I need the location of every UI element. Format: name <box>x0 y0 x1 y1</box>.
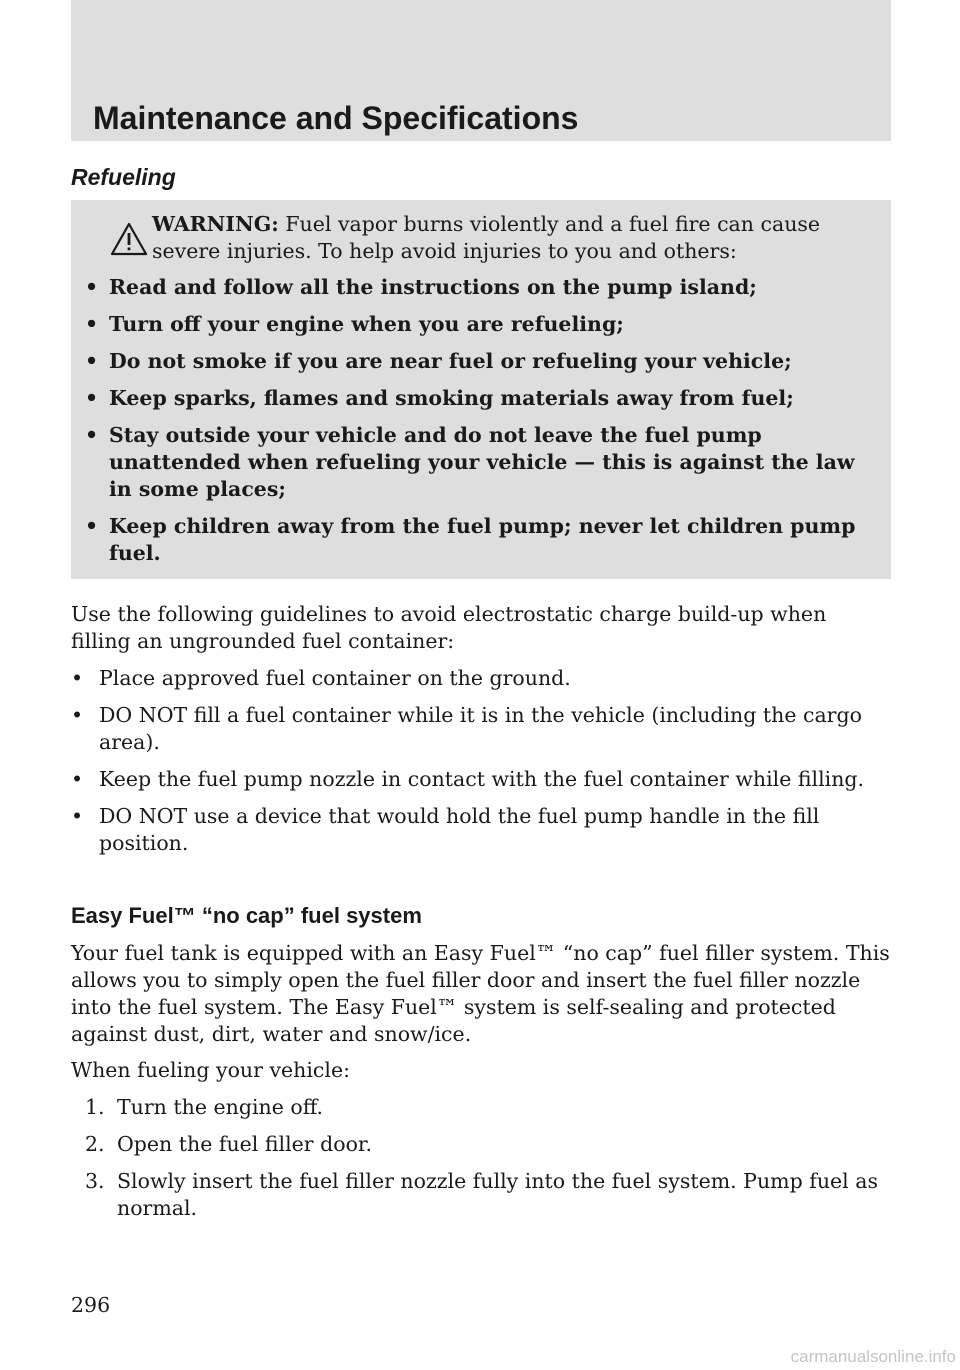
bullet: • <box>71 767 84 791</box>
warning-list <box>71 274 891 577</box>
step-item <box>71 1131 891 1158</box>
step-number: 2. <box>85 1132 105 1156</box>
warning-item-text: Keep children away from the fuel pump; never let children pump fuel. <box>109 514 856 565</box>
warning-item-text: Keep sparks, flames and smoking materials away from fuel; <box>109 386 794 410</box>
easy-fuel-paragraph: Your fuel tank is equipped with an Easy Fuel™ “no cap” fuel filler system. This allows you to simply open the fuel filler door and insert the fuel filler nozzle into the fuel system. The Easy Fuel™ system is self-sealing and protected against dust, dirt, water and snow/ice. <box>71 941 890 1046</box>
warning-box <box>71 200 891 579</box>
warning-item-text: Turn off your engine when you are refueling; <box>109 312 624 336</box>
watermark: carmanualsonline.info <box>790 1347 956 1366</box>
warning-item <box>71 274 869 301</box>
bullet: • <box>71 804 84 828</box>
bullet: • <box>85 275 99 299</box>
fueling-steps <box>71 1094 891 1232</box>
section-title: Refueling <box>71 164 176 190</box>
warning-label: WARNING: <box>152 212 279 236</box>
step-item <box>71 1168 891 1222</box>
warning-item-text: Do not smoke if you are near fuel or refueling your vehicle; <box>109 349 792 373</box>
guidelines-list <box>71 665 891 867</box>
bullet: • <box>85 349 99 373</box>
list-item-text: Place approved fuel container on the ground. <box>99 666 571 690</box>
warning-item-text: Read and follow all the instructions on the pump island; <box>109 275 757 299</box>
list-item-text: DO NOT use a device that would hold the fuel pump handle in the fill position. <box>99 804 820 855</box>
when-fueling-text: When fueling your vehicle: <box>71 1058 350 1082</box>
bullet: • <box>85 386 99 410</box>
list-item <box>71 702 891 756</box>
warning-item-text: Stay outside your vehicle and do not leave the fuel pump unattended when refueling your vehicle — this is against the law in some places; <box>109 423 855 501</box>
bullet: • <box>85 514 99 538</box>
step-number: 3. <box>85 1169 105 1193</box>
warning-triangle-icon <box>109 221 149 257</box>
bullet: • <box>85 312 99 336</box>
step-text: Slowly insert the fuel filler nozzle fully into the fuel system. Pump fuel as normal. <box>117 1169 878 1220</box>
warning-item <box>71 385 869 412</box>
easy-fuel-heading: Easy Fuel™ “no cap” fuel system <box>71 903 422 928</box>
list-item <box>71 665 891 692</box>
warning-intro <box>152 211 872 265</box>
warning-text: Fuel vapor burns violently and a fuel fire can cause severe injuries. To help avoid injuries to you and others: <box>152 212 821 263</box>
step-text: Open the fuel filler door. <box>117 1132 372 1156</box>
bullet: • <box>71 703 84 727</box>
guidelines-intro: Use the following guidelines to avoid electrostatic charge build-up when filling an ungrounded fuel container: <box>71 602 827 653</box>
step-text: Turn the engine off. <box>117 1095 324 1119</box>
page-number: 296 <box>71 1293 111 1317</box>
page-header <box>71 0 891 141</box>
warning-item <box>71 422 869 503</box>
bullet: • <box>71 666 84 690</box>
list-item <box>71 803 891 857</box>
bullet: • <box>85 423 99 447</box>
page-title: Maintenance and Specifications <box>93 100 579 136</box>
list-item-text: Keep the fuel pump nozzle in contact with the fuel container while filling. <box>99 767 865 791</box>
warning-item <box>71 513 869 567</box>
step-item <box>71 1094 891 1121</box>
list-item <box>71 766 891 793</box>
warning-item <box>71 348 869 375</box>
warning-item <box>71 311 869 338</box>
step-number: 1. <box>85 1095 105 1119</box>
list-item-text: DO NOT fill a fuel container while it is in the vehicle (including the cargo area). <box>99 703 862 754</box>
